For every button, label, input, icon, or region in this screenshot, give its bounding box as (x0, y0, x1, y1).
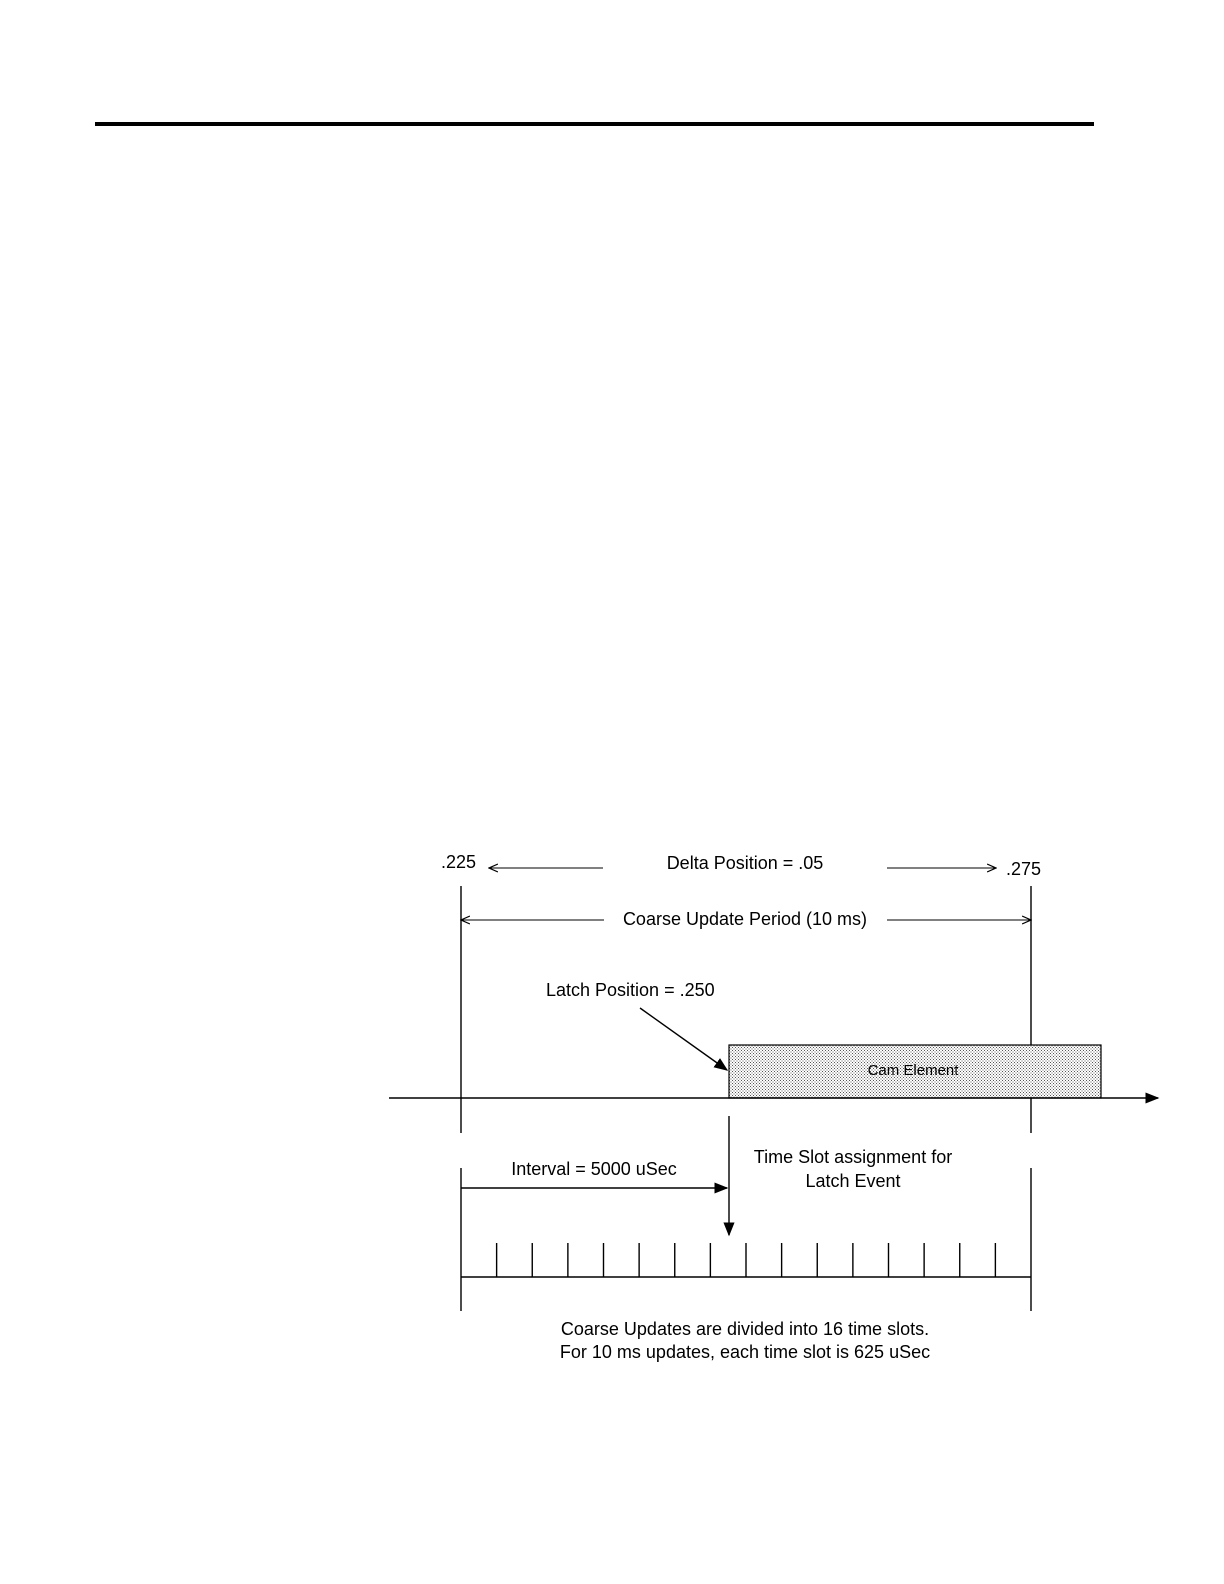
footer-line1: Coarse Updates are divided into 16 time slots. (560, 1319, 930, 1339)
time-slot-label-line2: Latch Event (805, 1171, 901, 1191)
start-position-label: .225 (441, 852, 477, 872)
coarse-period-label: Coarse Update Period (10 ms) (622, 909, 868, 929)
time-slot-ticks (497, 1243, 996, 1277)
end-position-label: .275 (1006, 859, 1042, 879)
latch-position-label: Latch Position = .250 (546, 980, 715, 1000)
delta-position-label: Delta Position = .05 (666, 853, 824, 873)
latch-pointer-arrow (640, 1008, 727, 1070)
cam-element-label: Cam Element (867, 1062, 959, 1079)
interval-label: Interval = 5000 uSec (511, 1159, 677, 1179)
footer-line2: For 10 ms updates, each time slot is 625 uSec (559, 1342, 931, 1362)
time-slot-label-line1: Time Slot assignment for (753, 1147, 953, 1167)
